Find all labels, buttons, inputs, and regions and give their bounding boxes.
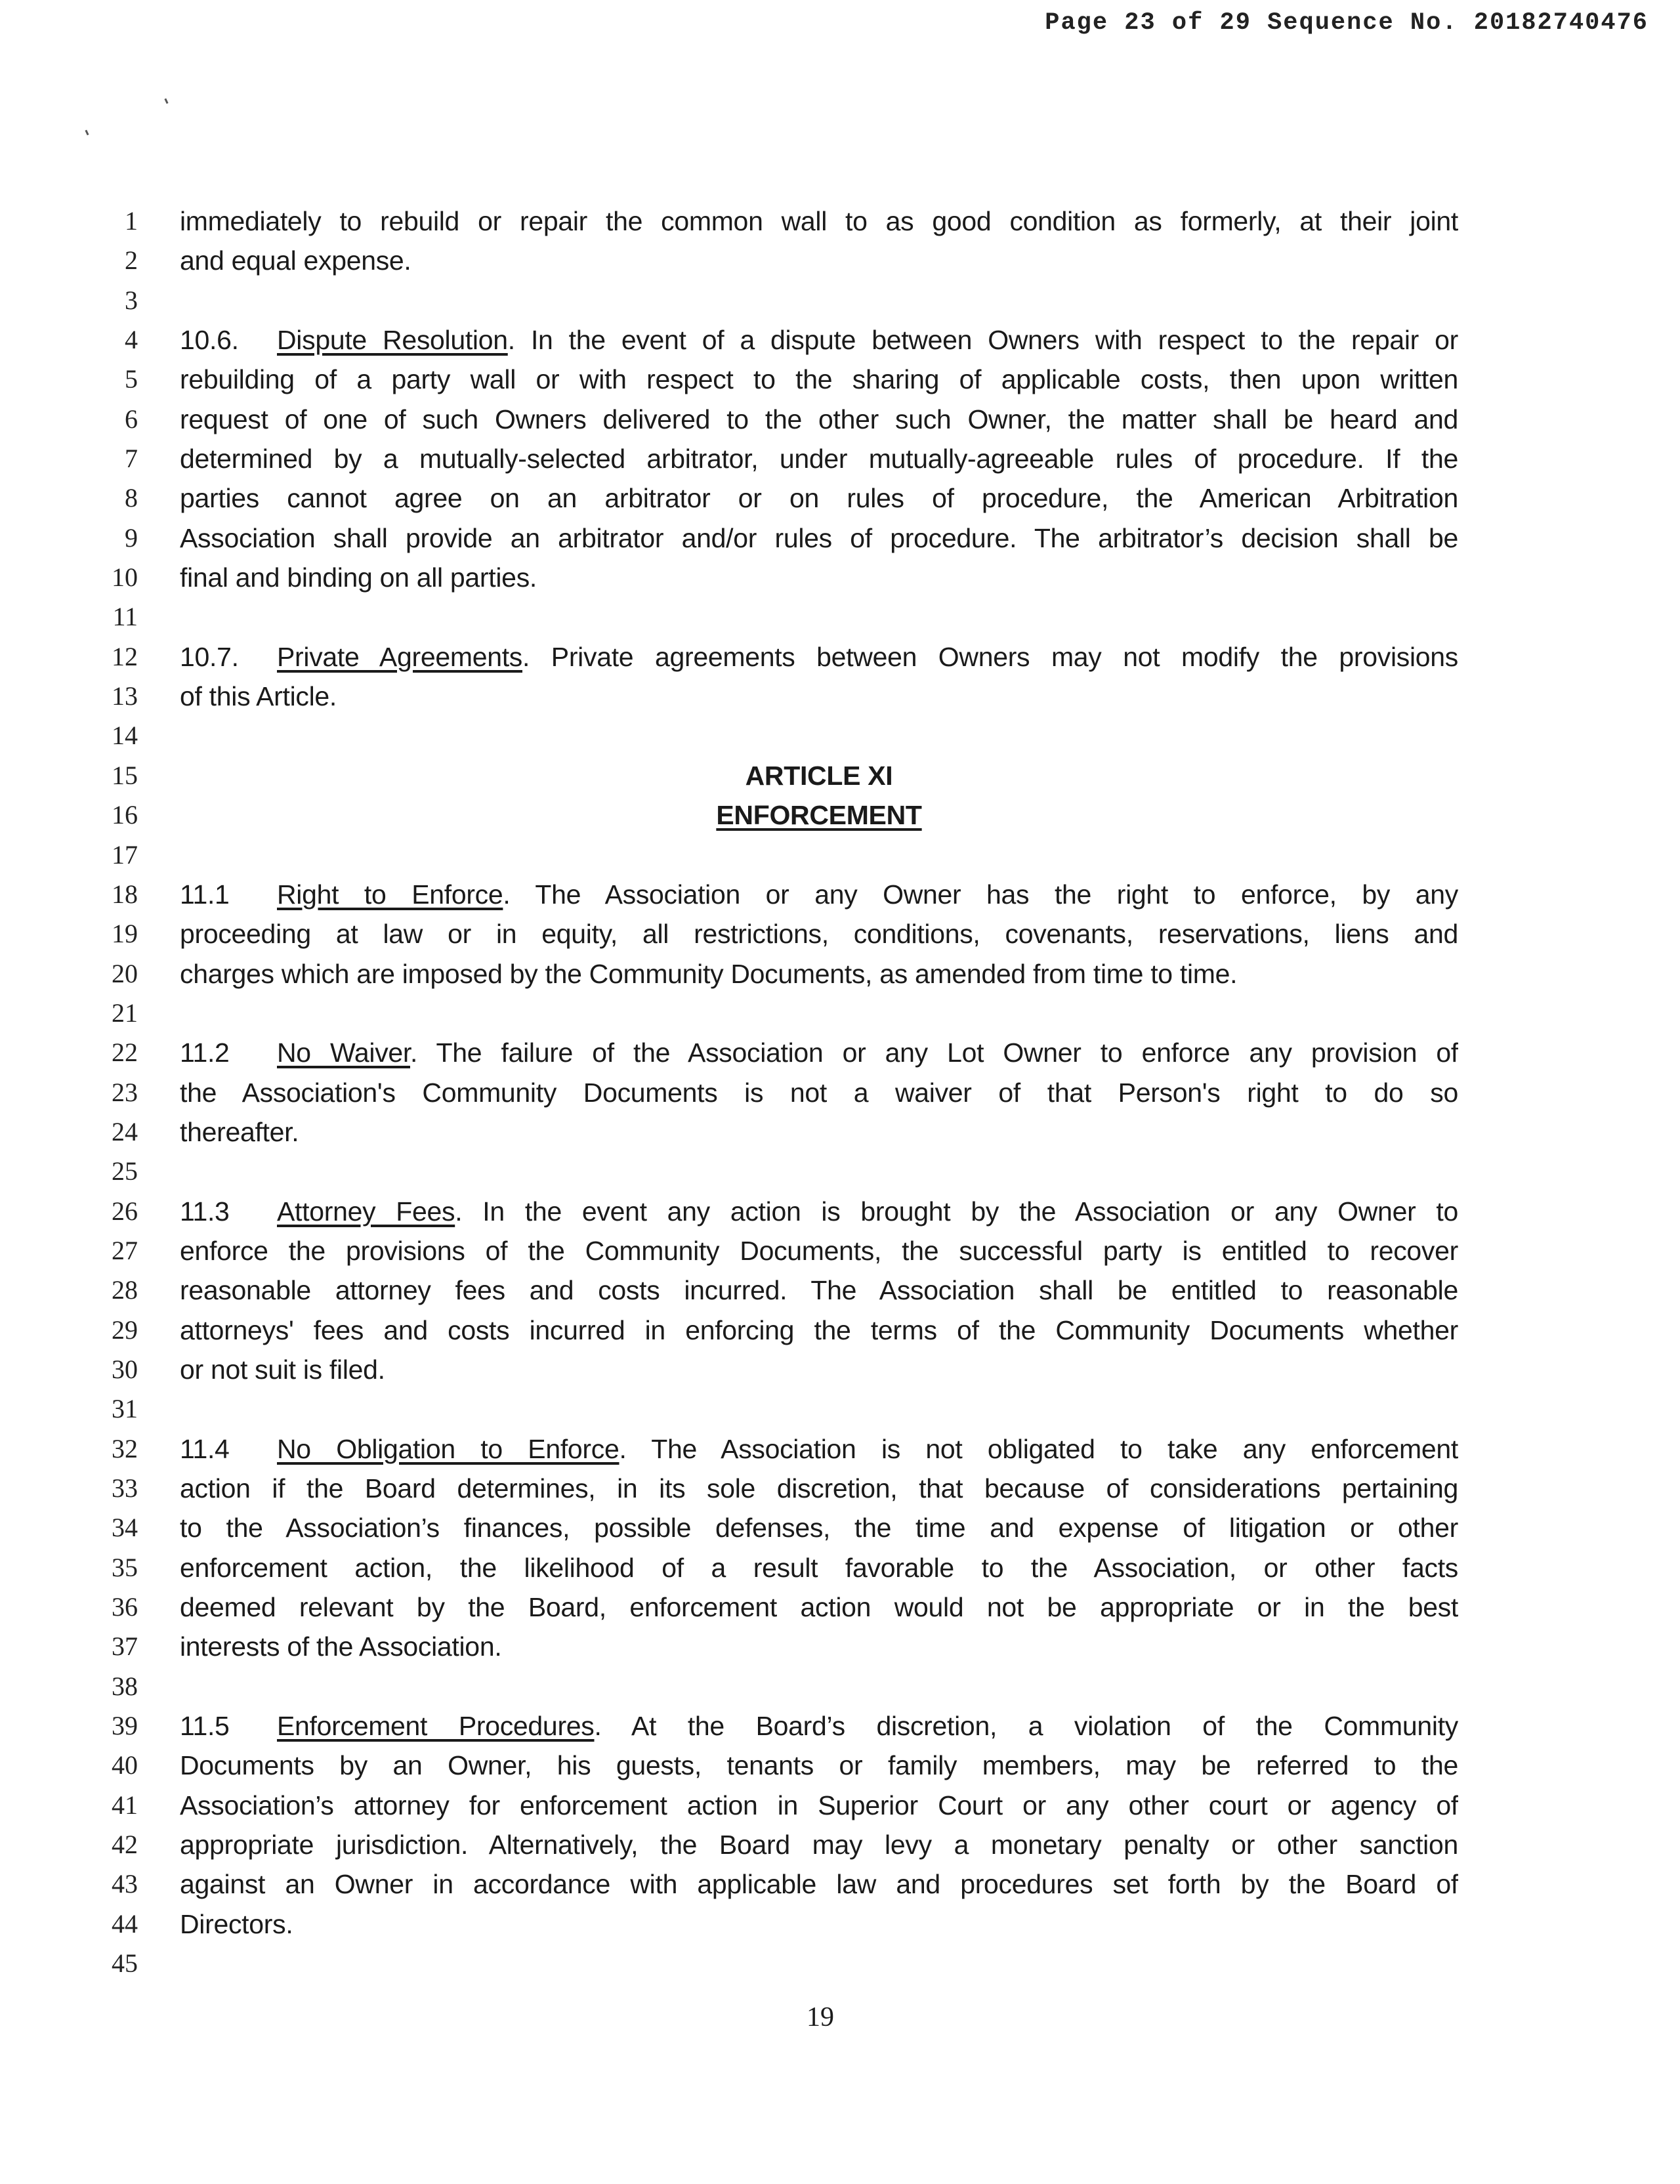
text-line: final and binding on all parties. [180,562,537,593]
line-number: 11 [112,602,138,632]
line-number: 8 [125,483,138,513]
text-line: action if the Board determines, in its sole discretion, that because of considerations pertaining [180,1473,1458,1503]
text-line: against an Owner in accordance with applicable law and procedures set forth by the Board of [180,1869,1458,1900]
line-number: 40 [112,1750,138,1780]
text-line: to the Association’s finances, possible defenses, the time and expense of litigation or other [180,1513,1458,1544]
section-11-5-heading: 11.5 Enforcement Procedures. At the Board’s discretion, a violation of the Community [180,1711,1458,1742]
text-line: reasonable attorney fees and costs incurred. The Association shall be entitled to reasonable [180,1275,1458,1306]
text-line: deemed relevant by the Board, enforcement action would not be appropriate or in the best [180,1592,1458,1623]
text-line: charges which are imposed by the Community Documents, as amended from time to time. [180,958,1238,989]
section-title: No Obligation to Enforce [277,1433,620,1464]
text-line: Directors. [180,1908,293,1939]
line-number: 14 [112,721,138,751]
section-11-1-heading: 11.1 Right to Enforce. The Association or any Owner has the right to enforce, by any [180,879,1458,910]
page-sequence-header: Page 23 of 29 Sequence No. 20182740476 [1045,9,1648,37]
text-line: the Association's Community Documents is not a waiver of that Person's right to do so [180,1077,1458,1108]
line-number: 20 [112,958,138,988]
document-body [180,201,1458,1983]
line-number: 23 [112,1077,138,1107]
scan-mark [85,130,89,136]
section-11-4-heading: 11.4 No Obligation to Enforce. The Association is not obligated to take any enforcement [180,1433,1458,1464]
line-number: 35 [112,1552,138,1582]
line-number: 42 [112,1830,138,1860]
line-number: 32 [112,1433,138,1463]
line-number: 26 [112,1196,138,1226]
text-line: parties cannot agree on an arbitrator or on rules of procedure, the American Arbitration [180,483,1458,514]
line-number: 37 [112,1631,138,1662]
line-number: 41 [112,1790,138,1820]
line-number: 45 [112,1948,138,1979]
article-number: ARTICLE XI [745,760,893,791]
text-line: appropriate jurisdiction. Alternatively, the Board may levy a monetary penalty or other sanction [180,1830,1458,1860]
section-title: Private Agreements [277,641,522,672]
page-number: 19 [807,2002,834,2032]
line-number: 33 [112,1473,138,1503]
text-line: Documents by an Owner, his guests, tenants or family members, may be referred to the [180,1750,1458,1781]
text-line: of this Article. [180,681,337,712]
text-line: enforce the provisions of the Community Documents, the successful party is entitled to recover [180,1235,1458,1266]
text-line: interests of the Association. [180,1631,502,1662]
article-title: ENFORCEMENT [716,800,922,831]
line-number: 10 [112,562,138,593]
line-number: 38 [112,1671,138,1701]
line-number: 36 [112,1592,138,1622]
line-number: 1 [125,206,138,236]
section-11-3-heading: 11.3 Attorney Fees. In the event any action is brought by the Association or any Owner to [180,1196,1458,1227]
text-line: Association’s attorney for enforcement action in Superior Court or any other court or agency of [180,1790,1458,1820]
line-number: 44 [112,1908,138,1939]
line-number: 27 [112,1235,138,1265]
line-number: 9 [125,522,138,553]
line-number: 19 [112,919,138,949]
scan-mark [164,98,168,104]
line-number: 18 [112,879,138,909]
text-line: rebuilding of a party wall or with respect to the sharing of applicable costs, then upon written [180,364,1458,395]
line-number: 16 [112,800,138,830]
line-number: 24 [112,1116,138,1146]
line-number: 15 [112,760,138,790]
line-number: 21 [112,998,138,1028]
text-line: determined by a mutually-selected arbitrator, under mutually-agreeable rules of procedure. If the [180,444,1458,474]
line-number: 34 [112,1513,138,1543]
text-line: proceeding at law or in equity, all restrictions, conditions, covenants, reservations, liens and [180,919,1458,950]
line-number: 5 [125,364,138,394]
section-title: Attorney Fees [277,1196,455,1227]
section-10-6-heading: 10.6. Dispute Resolution. In the event of a dispute between Owners with respect to the repair or [180,325,1458,356]
text-line: enforcement action, the likelihood of a result favorable to the Association, or other facts [180,1552,1458,1583]
line-number: 28 [112,1275,138,1305]
text-line: thereafter. [180,1116,299,1147]
line-number: 29 [112,1314,138,1345]
text-line: Association shall provide an arbitrator and/or rules of procedure. The arbitrator’s decision shall be [180,522,1458,553]
text-line: immediately to rebuild or repair the common wall to as good condition as formerly, at their joint [180,206,1458,236]
line-number: 22 [112,1038,138,1068]
section-title: Enforcement Procedures [277,1711,595,1742]
section-10-7-heading: 10.7. Private Agreements. Private agreements between Owners may not modify the provisions [180,641,1458,672]
line-number: 7 [125,444,138,474]
text-line: attorneys' fees and costs incurred in enforcing the terms of the Community Documents whether [180,1314,1458,1345]
line-number: 6 [125,404,138,434]
line-number: 30 [112,1354,138,1384]
line-number-column [98,201,138,1983]
line-number: 3 [125,285,138,315]
text-line: and equal expense. [180,245,411,276]
line-number: 25 [112,1156,138,1186]
line-number: 31 [112,1394,138,1424]
text-line: or not suit is filed. [180,1354,385,1385]
line-number: 43 [112,1869,138,1899]
text-line: request of one of such Owners delivered to the other such Owner, the matter shall be heard and [180,404,1458,434]
line-number: 4 [125,325,138,355]
section-title: No Waiver [277,1038,410,1068]
line-number: 39 [112,1711,138,1741]
line-number: 17 [112,839,138,870]
line-number: 12 [112,641,138,671]
section-title: Dispute Resolution [277,325,508,356]
section-11-2-heading: 11.2 No Waiver. The failure of the Association or any Lot Owner to enforce any provision of [180,1038,1458,1068]
section-title: Right to Enforce [277,879,503,910]
line-number: 13 [112,681,138,711]
line-number: 2 [125,245,138,276]
